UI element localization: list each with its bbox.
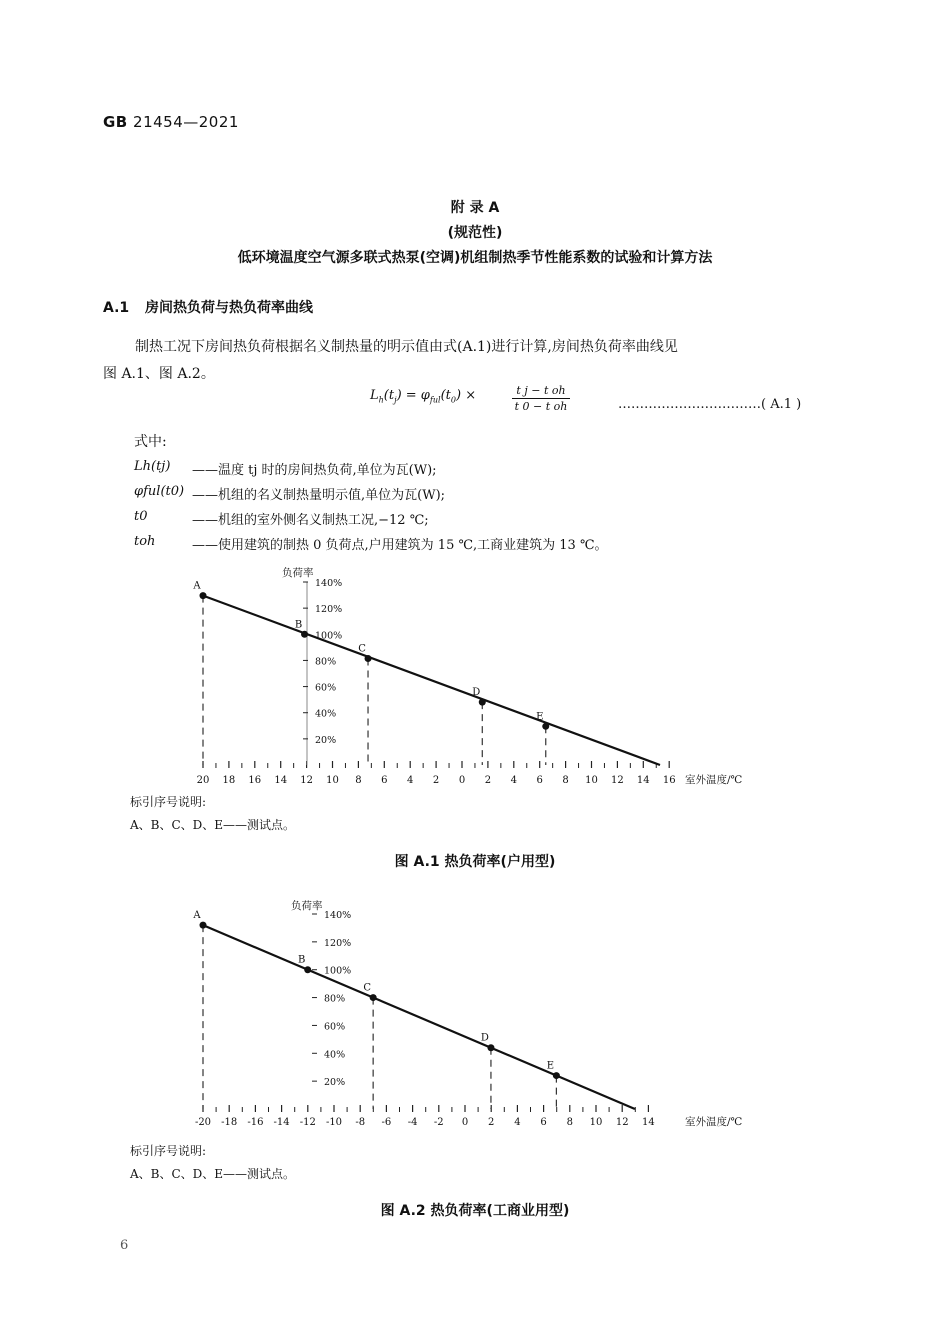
x-tick-label: -6 <box>381 1117 392 1128</box>
x-tick-label: 6 <box>381 775 388 786</box>
x-tick-label: 12 <box>300 775 313 786</box>
test-point <box>553 1072 560 1079</box>
x-tick-label: 20 <box>196 775 210 786</box>
x-tick-label: 16 <box>662 775 676 786</box>
x-tick-label: 14 <box>636 775 650 786</box>
x-tick-label: -20 <box>194 1117 212 1128</box>
x-tick-label: -16 <box>247 1117 264 1128</box>
x-tick-label: 8 <box>562 775 569 786</box>
chart-commercial <box>0 892 950 1132</box>
y-tick-label: 120% <box>315 604 343 616</box>
x-tick-label: 8 <box>355 775 362 786</box>
x-tick-label: 0 <box>461 1117 469 1128</box>
x-tick-label: 12 <box>611 775 624 786</box>
body-paragraph: 制热工况下房间热负荷根据名义制热量的明示值由式(A.1)进行计算,房间热负荷率曲线见 图 A.1、图 A.2。 <box>103 339 678 382</box>
x-tick-label: 4 <box>407 775 414 786</box>
x-axis-label: 室外温度/℃ <box>685 774 743 786</box>
x-tick-label: 18 <box>222 775 236 786</box>
x-tick-label: -12 <box>299 1117 316 1128</box>
definition-row: Lh(tj) ——温度 tj 时的房间热负荷,单位为瓦(W); <box>134 459 437 478</box>
definition-row: toh ——使用建筑的制热 0 负荷点,户用建筑为 15 ℃,工商业建筑为 13 ℃。 <box>134 534 608 553</box>
y-tick-label: 60% <box>324 1021 346 1033</box>
figure-note-title: 标引序号说明: <box>130 795 207 809</box>
definition-row: t0 ——机组的室外侧名义制热工况,−12 ℃; <box>134 509 429 528</box>
figure-note-body: A、B、C、D、E——测试点。 <box>130 1167 296 1181</box>
test-point <box>304 966 311 973</box>
figure-caption: 图 A.2 热负荷率(工商业用型) <box>380 1203 570 1219</box>
y-tick-label: 40% <box>315 708 337 720</box>
y-tick-label: 140% <box>315 578 343 589</box>
test-point-label: B <box>294 619 303 631</box>
x-tick-label: -8 <box>355 1117 366 1128</box>
x-tick-label: 6 <box>540 1117 547 1128</box>
formula-tag: ……………………………( A.1 ) <box>618 397 802 412</box>
x-tick-label: -4 <box>407 1117 418 1128</box>
section-title: 房间热负荷与热负荷率曲线 <box>145 300 313 316</box>
x-tick-label: 14 <box>274 775 288 786</box>
x-tick-label: 0 <box>458 775 466 786</box>
formula-numerator: t j − t oh <box>516 384 566 397</box>
load-rate-line <box>203 925 635 1109</box>
figure-note-title: 标引序号说明: <box>130 1144 207 1158</box>
test-point <box>370 994 377 1001</box>
test-point-label: C <box>358 643 366 655</box>
load-rate-line <box>203 596 660 765</box>
x-tick-label: 8 <box>566 1117 573 1128</box>
x-tick-label: 14 <box>642 1117 655 1128</box>
page-number: 6 <box>120 1238 129 1253</box>
definition-row: φful(t0) ——机组的名义制热量明示值,单位为瓦(W); <box>134 484 446 503</box>
y-tick-label: 20% <box>324 1077 346 1089</box>
y-tick-label: 100% <box>324 965 352 977</box>
test-point-label: A <box>193 910 201 922</box>
where-label: 式中: <box>134 434 167 450</box>
test-point <box>542 723 549 730</box>
test-point-label: C <box>363 982 371 994</box>
x-tick-label: -14 <box>273 1117 290 1128</box>
section-heading <box>103 297 313 317</box>
annex-type: (规范性) <box>447 225 503 241</box>
y-tick-label: 80% <box>315 656 337 668</box>
y-tick-label: 120% <box>324 937 352 949</box>
test-point-label: A <box>193 580 201 592</box>
test-point-label: E <box>536 711 544 723</box>
x-tick-label: 16 <box>248 775 262 786</box>
test-point <box>479 699 486 706</box>
test-point <box>200 592 207 599</box>
y-tick-label: 140% <box>324 910 352 921</box>
x-tick-label: 4 <box>510 775 517 786</box>
x-tick-label: 4 <box>514 1117 521 1128</box>
x-tick-label: 6 <box>536 775 543 786</box>
figure-caption: 图 A.1 热负荷率(户用型) <box>394 854 556 870</box>
y-tick-label: 80% <box>324 993 346 1005</box>
y-axis-label: 负荷率 <box>282 567 314 579</box>
x-tick-label: 10 <box>326 775 339 786</box>
y-tick-label: 100% <box>315 630 343 642</box>
x-tick-label: -18 <box>221 1117 238 1128</box>
annex-subtitle: 低环境温度空气源多联式热泵(空调)机组制热季节性能系数的试验和计算方法 <box>237 250 713 266</box>
x-tick-label: -10 <box>325 1117 343 1128</box>
formula-fraction <box>512 384 570 413</box>
test-point <box>301 631 308 638</box>
chart-household <box>0 560 950 790</box>
test-point <box>487 1044 494 1051</box>
x-tick-label: -2 <box>433 1117 444 1128</box>
x-tick-label: 2 <box>484 775 492 786</box>
test-point <box>200 922 207 929</box>
formula-lhs: $L_h(t_j) = \varphi_{ful}(t_0)$ × <box>370 388 477 405</box>
test-point-label: D <box>480 1032 489 1044</box>
test-point-label: B <box>298 954 306 966</box>
y-tick-label: 20% <box>315 734 337 746</box>
test-point <box>365 655 372 662</box>
section-number: A.1 <box>103 300 130 316</box>
x-tick-label: 2 <box>488 1117 495 1128</box>
x-tick-label: 12 <box>615 1117 629 1128</box>
x-tick-label: 2 <box>432 775 440 786</box>
formula-denominator: t 0 − t oh <box>514 400 568 413</box>
x-axis-label: 室外温度/℃ <box>685 1116 743 1128</box>
test-point-label: E <box>546 1060 555 1072</box>
figure-note-body: A、B、C、D、E——测试点。 <box>130 818 296 832</box>
x-tick-label: 10 <box>585 775 598 786</box>
test-point-label: D <box>472 687 481 699</box>
y-tick-label: 40% <box>324 1049 346 1061</box>
y-axis-label: 负荷率 <box>291 900 323 912</box>
y-tick-label: 60% <box>315 682 337 694</box>
standard-number: GB 21454—2021 <box>103 113 239 131</box>
annex-title: 附 录 A <box>450 200 500 216</box>
x-tick-label: 10 <box>589 1117 603 1128</box>
